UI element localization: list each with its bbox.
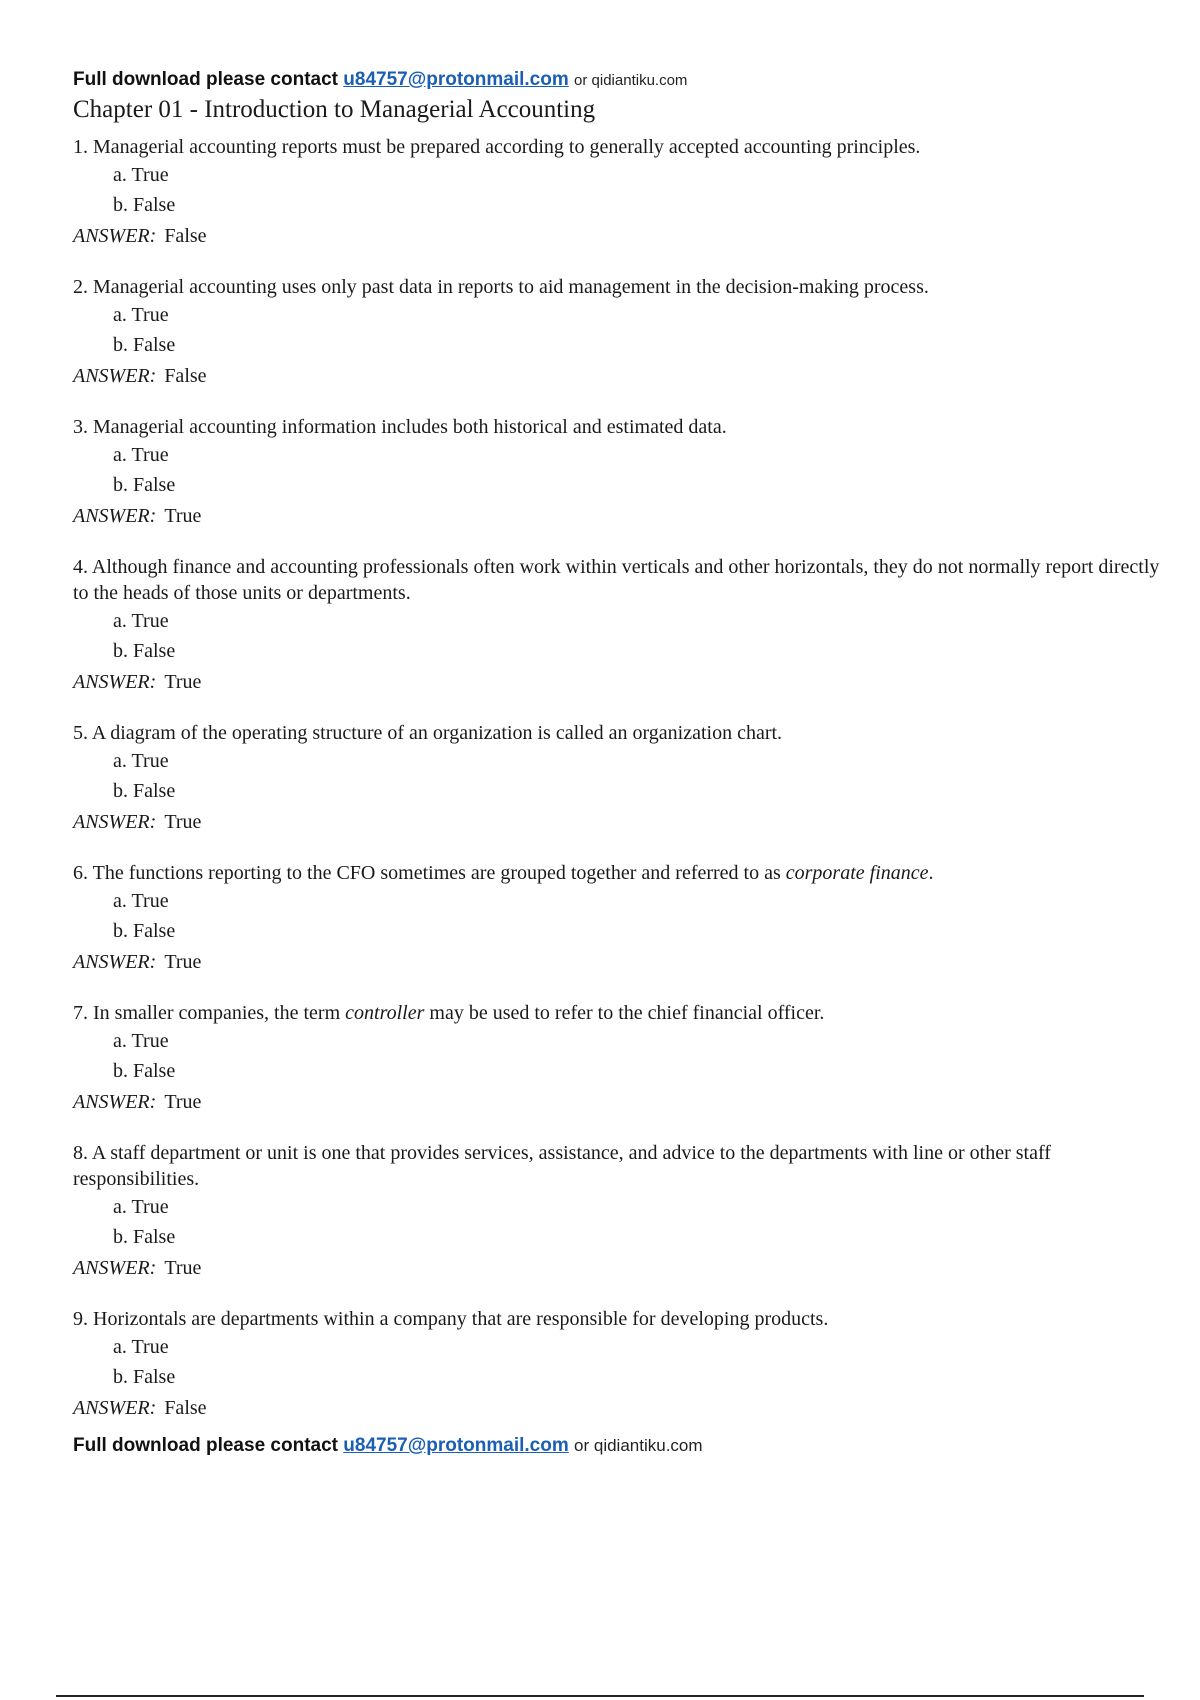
answer-value: True	[164, 505, 202, 527]
answer-line	[73, 220, 1173, 252]
footer-alt-site: or qidiantiku.com	[574, 1436, 703, 1455]
footer-email-link[interactable]: u84757@protonmail.com	[343, 1435, 569, 1456]
answer-option: a. True	[113, 304, 169, 326]
answer-line	[73, 806, 1173, 838]
answer-line	[73, 1252, 1173, 1284]
answer-value: True	[164, 811, 202, 833]
question-text	[73, 720, 1173, 746]
answer-value: False	[164, 365, 207, 387]
answer-label: ANSWER:	[73, 225, 157, 247]
question-text-part: .	[928, 862, 934, 884]
question-text-part: Managerial accounting information includes both historical and estimated data.	[93, 416, 727, 438]
question-item	[73, 1306, 1173, 1424]
answer-option: b. False	[113, 1226, 176, 1248]
answer-option: a. True	[113, 444, 169, 466]
question-item	[73, 554, 1173, 698]
answer-value: True	[164, 671, 202, 693]
answer-option: b. False	[113, 1366, 176, 1388]
answer-line	[73, 666, 1173, 698]
answer-value: True	[164, 1091, 202, 1113]
question-text	[73, 554, 1173, 606]
question-item	[73, 274, 1173, 392]
answer-label: ANSWER:	[73, 811, 157, 833]
answer-option: a. True	[113, 1196, 169, 1218]
answer-option: b. False	[113, 920, 176, 942]
answer-line	[73, 1086, 1173, 1118]
footer-contact-line	[73, 1434, 1173, 1458]
answer-option: b. False	[113, 334, 176, 356]
question-item	[73, 720, 1173, 838]
footer-contact-label: Full download please contact	[73, 1435, 338, 1456]
answer-line	[73, 360, 1173, 392]
question-emphasis: controller	[345, 1002, 425, 1024]
question-text-part: A diagram of the operating structure of an organization is called an organization chart.	[91, 722, 783, 744]
answer-option: a. True	[113, 164, 169, 186]
question-number: 1.	[73, 136, 88, 158]
question-item	[73, 414, 1173, 532]
question-number: 6.	[73, 862, 88, 884]
question-emphasis: corporate finance	[785, 862, 929, 884]
question-list	[73, 134, 1173, 1424]
question-item	[73, 134, 1173, 252]
question-text	[73, 860, 1173, 886]
answer-label: ANSWER:	[73, 505, 157, 527]
question-text-part: Although finance and accounting professionals often work within verticals and other horizontals, they do not normally report directly to the heads of those units or departments.	[73, 556, 1160, 604]
answer-option: a. True	[113, 890, 169, 912]
question-number: 3.	[73, 416, 88, 438]
answer-line	[73, 500, 1173, 532]
answer-option: a. True	[113, 1336, 169, 1358]
question-text	[73, 1140, 1173, 1192]
question-item	[73, 860, 1173, 978]
question-text	[73, 134, 1173, 160]
document-page	[73, 68, 1173, 1458]
question-number: 5.	[73, 722, 88, 744]
question-text	[73, 1000, 1173, 1026]
question-number: 4.	[73, 556, 88, 578]
answer-label: ANSWER:	[73, 1091, 157, 1113]
answer-value: True	[164, 951, 202, 973]
answer-value: False	[164, 1397, 207, 1419]
question-text	[73, 274, 1173, 300]
question-text-part: Managerial accounting uses only past data in reports to aid management in the decision-making process.	[93, 276, 929, 298]
question-text-part: Horizontals are departments within a company that are responsible for developing products.	[93, 1308, 829, 1330]
question-item	[73, 1000, 1173, 1118]
answer-value: True	[164, 1257, 202, 1279]
header-email-link[interactable]: u84757@protonmail.com	[343, 69, 569, 90]
answer-label: ANSWER:	[73, 671, 157, 693]
answer-option: b. False	[113, 1060, 176, 1082]
answer-option: a. True	[113, 1030, 169, 1052]
answer-option: a. True	[113, 750, 169, 772]
question-text-part: may be used to refer to the chief financial officer.	[424, 1002, 825, 1024]
answer-option: b. False	[113, 194, 176, 216]
question-number: 9.	[73, 1308, 88, 1330]
question-number: 8.	[73, 1142, 88, 1164]
question-number: 2.	[73, 276, 88, 298]
answer-label: ANSWER:	[73, 1397, 157, 1419]
answer-value: False	[164, 225, 207, 247]
question-text	[73, 414, 1173, 440]
answer-option: a. True	[113, 610, 169, 632]
question-text-part: A staff department or unit is one that provides services, assistance, and advice to the departments with line or other staff responsibilities.	[73, 1142, 1051, 1190]
chapter-title: Chapter 01 - Introduction to Managerial Accounting	[73, 96, 596, 123]
answer-label: ANSWER:	[73, 951, 157, 973]
question-text-part: The functions reporting to the CFO sometimes are grouped together and referred to as	[92, 862, 786, 884]
question-text	[73, 1306, 1173, 1332]
answer-option: b. False	[113, 640, 176, 662]
answer-label: ANSWER:	[73, 365, 157, 387]
header-contact-line	[73, 68, 1173, 93]
answer-option: b. False	[113, 474, 176, 496]
question-text-part: Managerial accounting reports must be prepared according to generally accepted accounting principles.	[93, 136, 921, 158]
question-item	[73, 1140, 1173, 1284]
answer-line	[73, 946, 1173, 978]
header-contact-label: Full download please contact	[73, 69, 338, 90]
answer-option: b. False	[113, 780, 176, 802]
page-bottom-rule	[56, 1695, 1144, 1697]
question-text-part: In smaller companies, the term	[93, 1002, 346, 1024]
header-alt-site: or qidiantiku.com	[574, 72, 688, 89]
answer-label: ANSWER:	[73, 1257, 157, 1279]
answer-line	[73, 1392, 1173, 1424]
question-number: 7.	[73, 1002, 88, 1024]
